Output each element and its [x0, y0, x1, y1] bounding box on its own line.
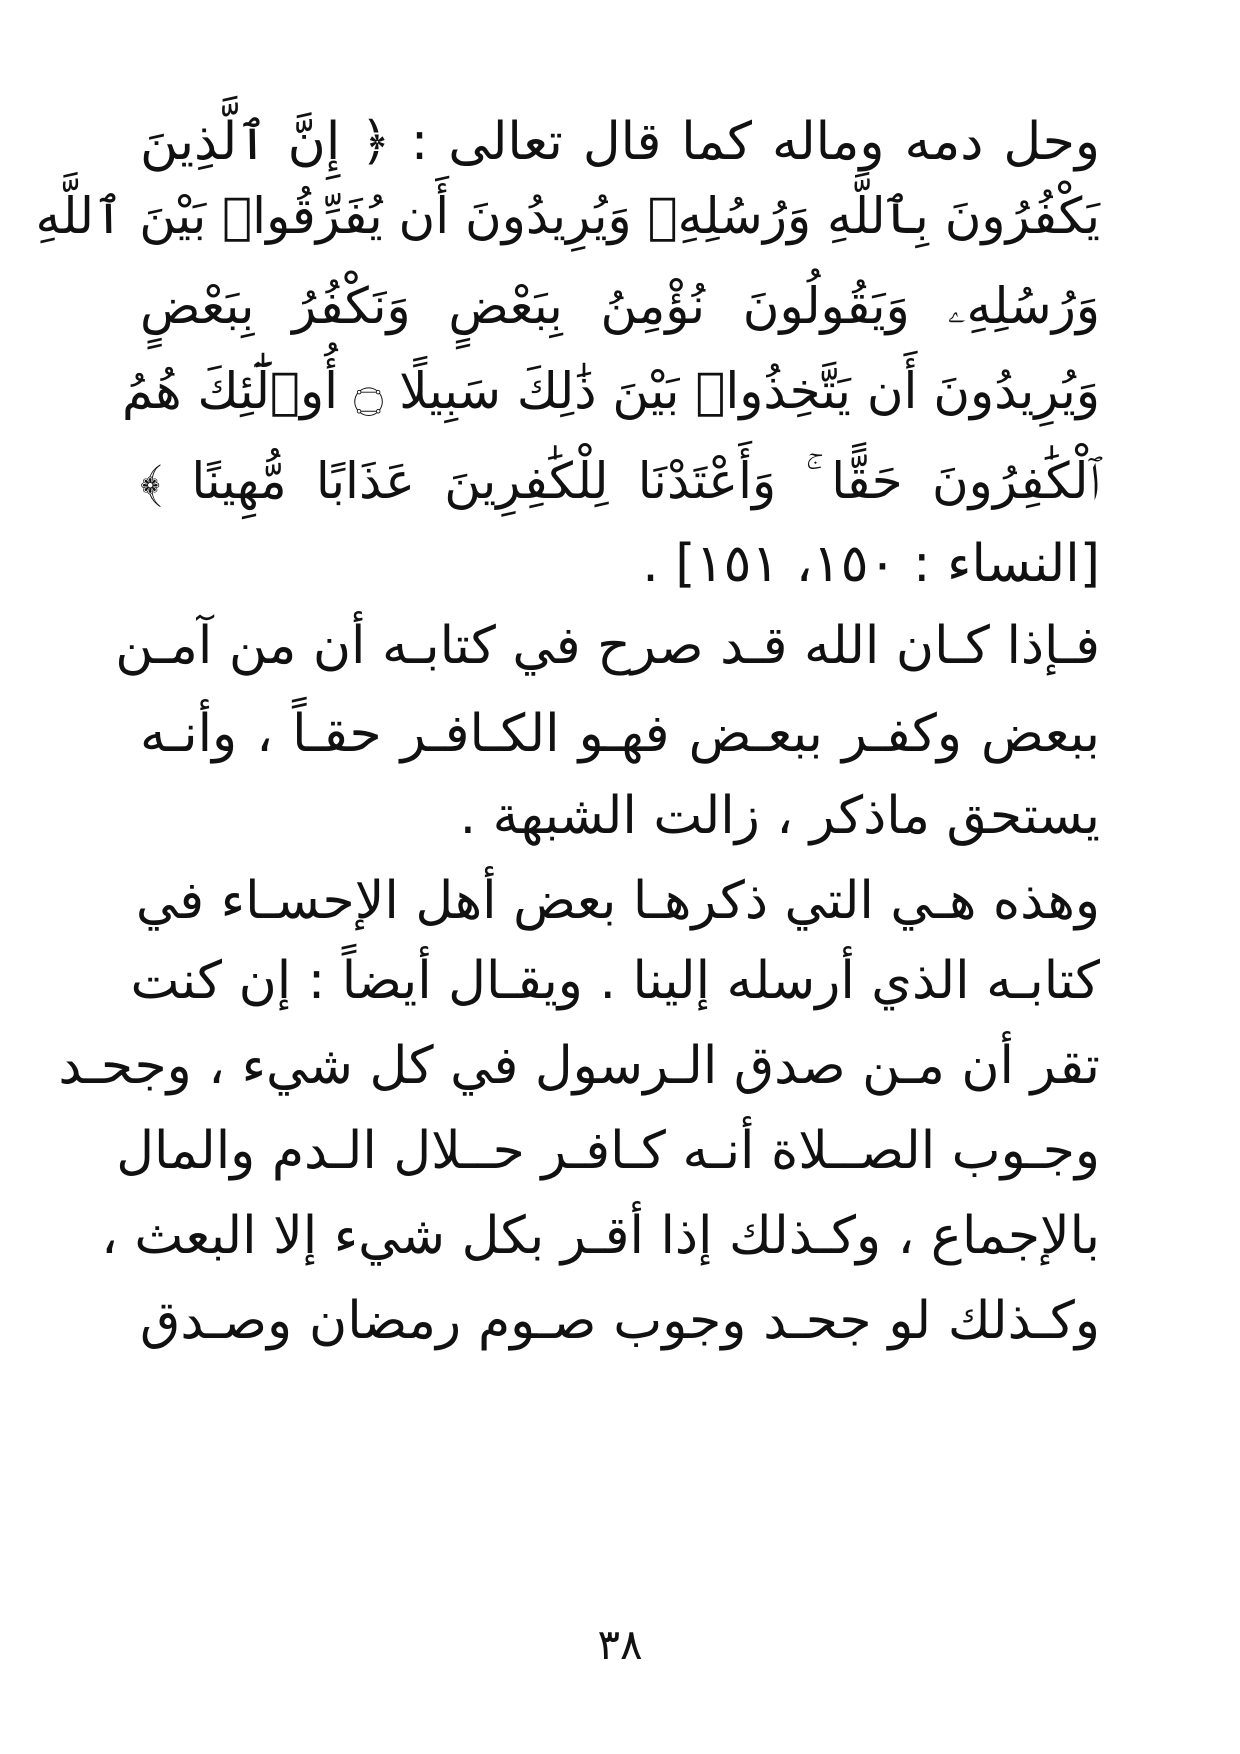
quran-line-5: ٱلْكَٰفِرُونَ حَقًّا ۚ وَأَعْتَدْنَا لِلْكَٰفِرِينَ عَذَابًا مُّهِينًا ﴾	[140, 452, 1100, 510]
paragraph-2-line-1: وهذه هـي التي ذكرهـا بعض أهل الإحسـاء في	[135, 871, 1100, 931]
quran-line-4: وَيُرِيدُونَ أَن يَتَّخِذُوا۟ بَيْنَ ذَٰلِكَ سَبِيلًا ۝ أُو۟لَٰٓئِكَ هُمُ	[121, 362, 1100, 420]
citation-line: [النساء : ١٥٠، ١٥١] .	[642, 534, 1100, 594]
paragraph-1-line-1: فـإذا كـان الله قـد صرح في كتابـه أن من آمـن	[115, 616, 1100, 676]
text-line-1: وحل دمه وماله كما قال تعالى : ﴿ إِنَّ ٱلَّذِينَ	[140, 112, 1100, 172]
paragraph-2-line-4: وجـوب الصــلاة أنـه كـافـر حــلال الـدم والمال	[116, 1121, 1100, 1181]
paragraph-1-line-2: ببعض وكفـر ببعـض فهـو الكـافـر حقـاً ، وأنـه	[140, 704, 1100, 764]
paragraph-2-line-2: كتابـه الذي أرسله إلينا . ويقـال أيضاً : إن كنت	[130, 951, 1100, 1011]
quran-line-2: يَكْفُرُونَ بِٱللَّهِ وَرُسُلِهِۦ وَيُرِيدُونَ أَن يُفَرِّقُوا۟ بَيْنَ ٱللَّهِ	[35, 187, 1100, 245]
paragraph-2-line-5: بالإجماع ، وكـذلك إذا أقـر بكل شيء إلا البعث ،	[101, 1206, 1100, 1266]
paragraph-1-line-3: يستحق ماذكر ، زالت الشبهة .	[459, 786, 1100, 846]
paragraph-2-line-3: تقر أن مـن صدق الـرسول في كل شيء ، وجحـد	[58, 1036, 1100, 1096]
paragraph-2-line-6: وكـذلك لو جحـد وجوب صـوم رمضان وصـدق	[140, 1291, 1100, 1351]
quran-line-3: وَرُسُلِهِۦ وَيَقُولُونَ نُؤْمِنُ بِبَعْضٍ وَنَكْفُرُ بِبَعْضٍ	[140, 277, 1100, 335]
page-number: ٣٨	[597, 1620, 643, 1669]
